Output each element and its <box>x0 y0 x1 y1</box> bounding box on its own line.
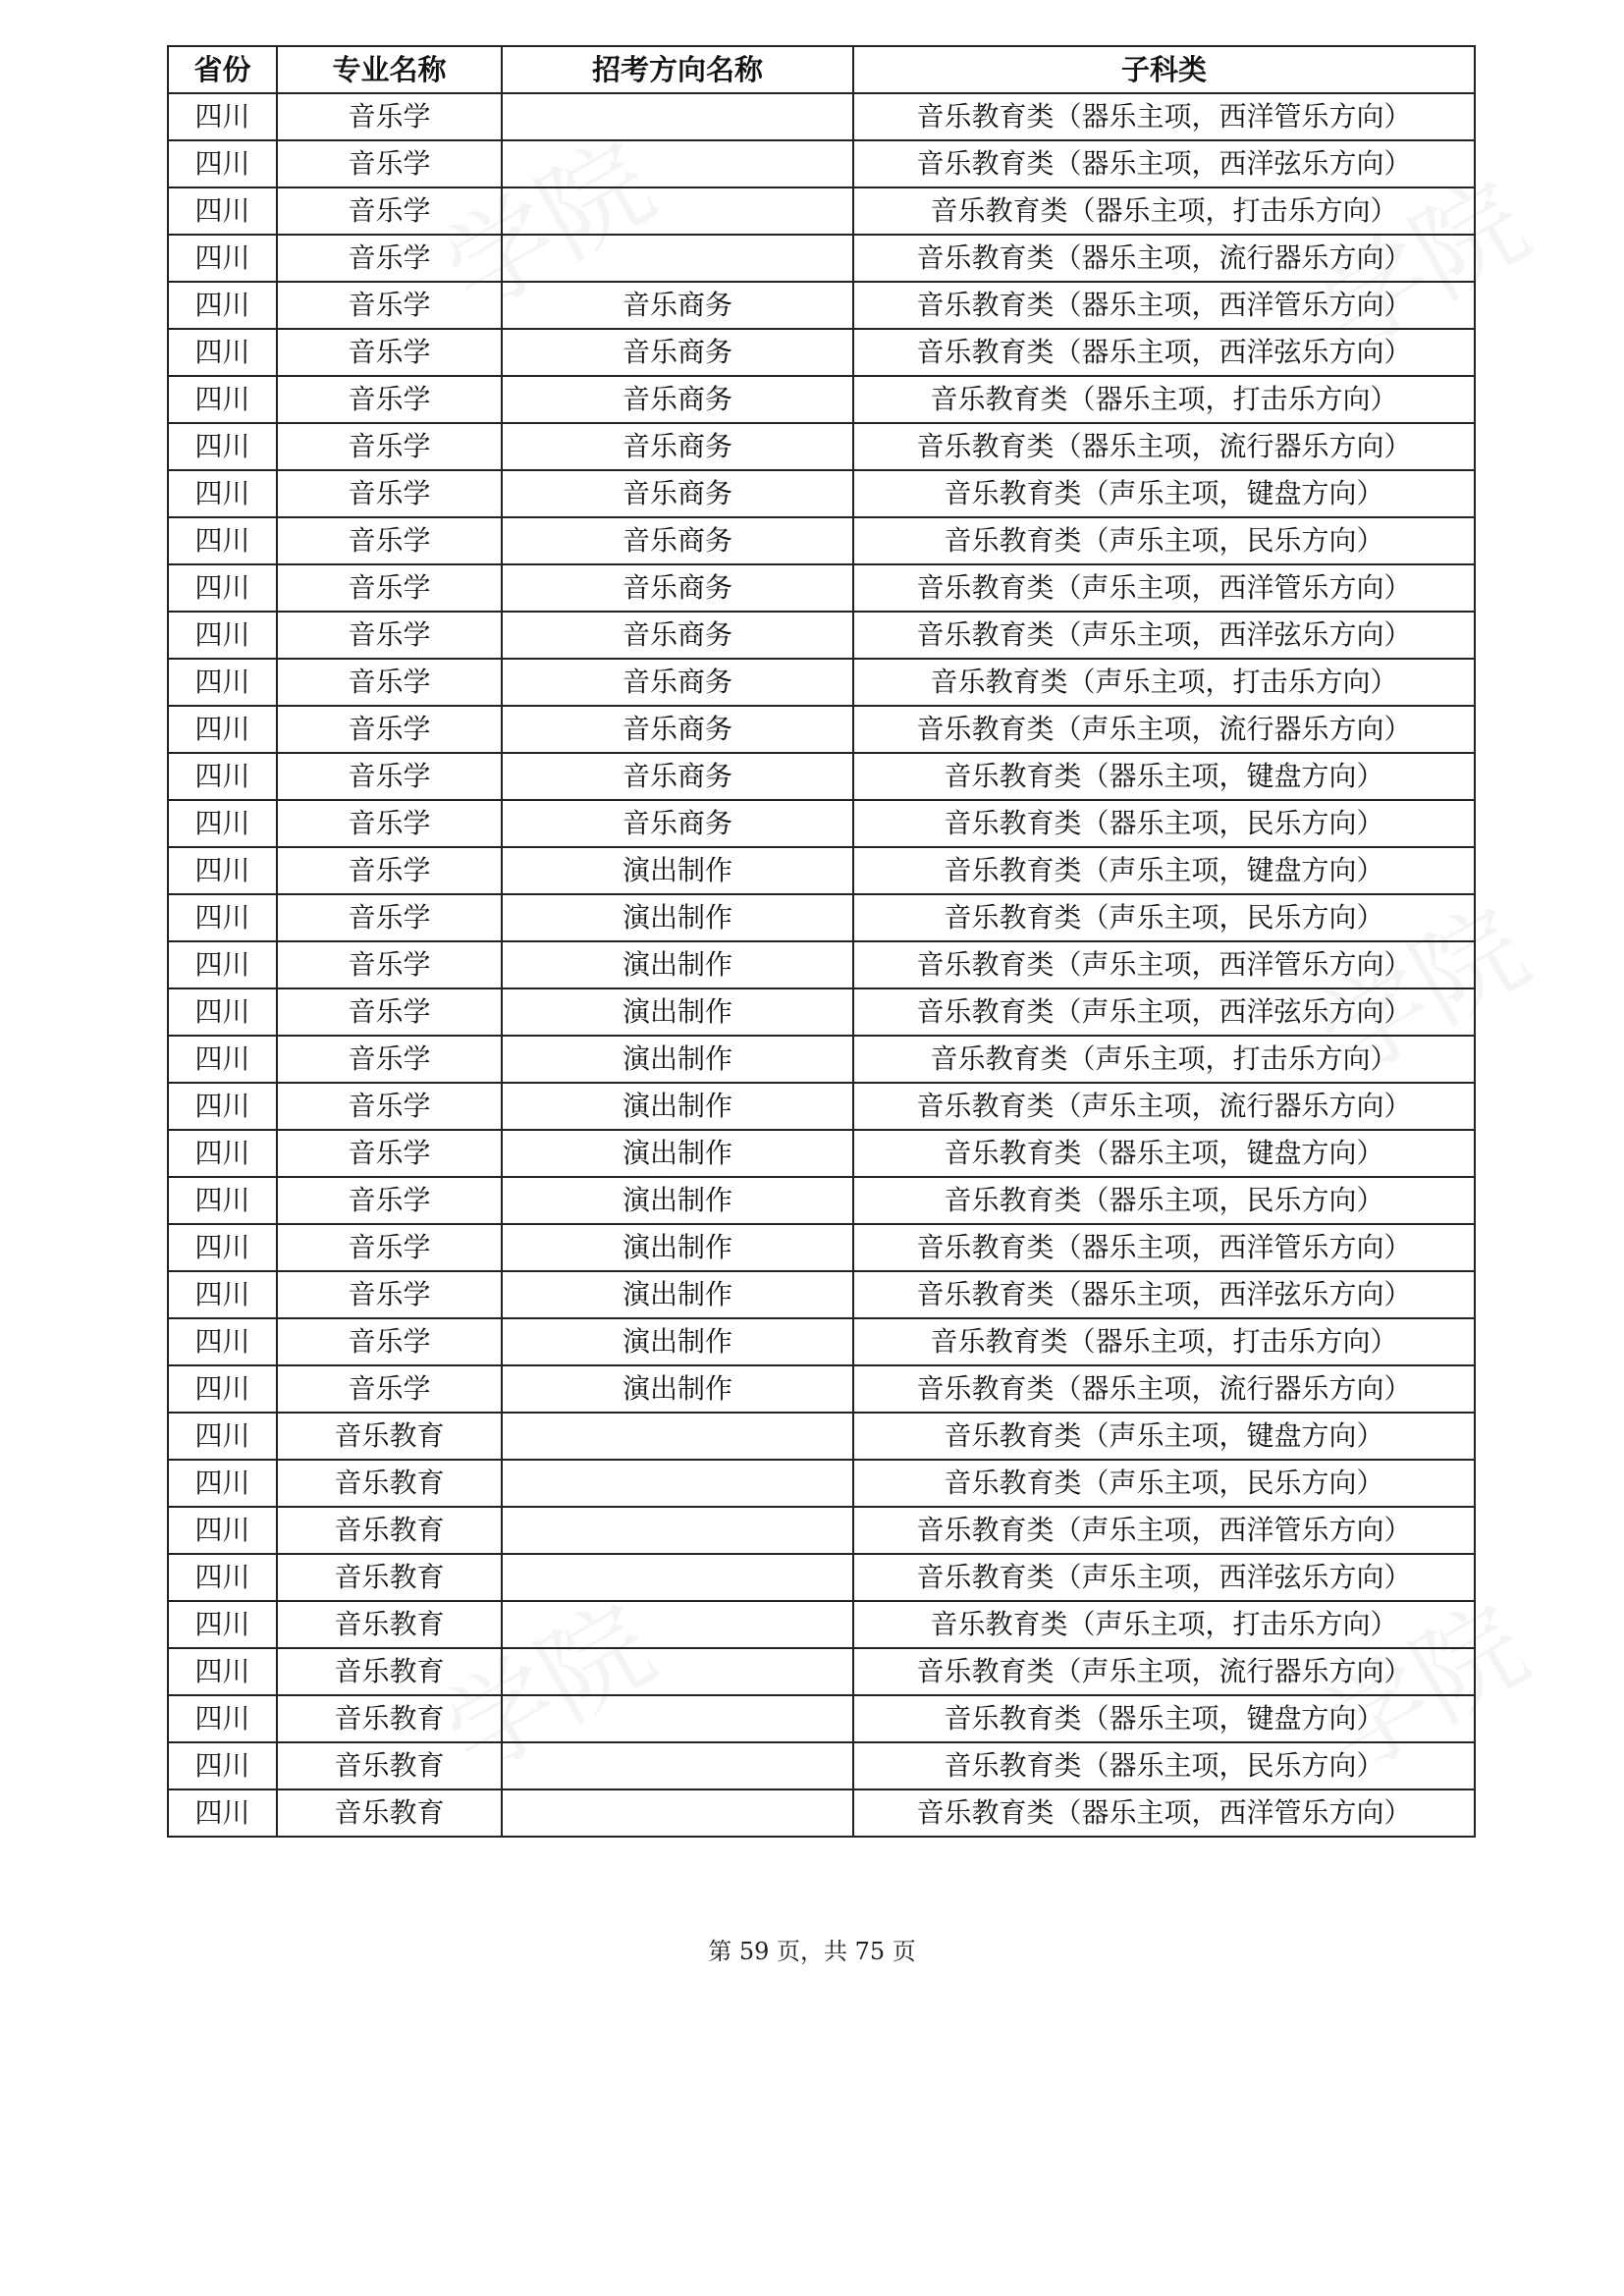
cell-direction <box>502 235 853 282</box>
cell-direction <box>502 1554 853 1601</box>
table-row <box>168 93 1475 140</box>
cell-subcategory: 音乐教育类（声乐主项，流行器乐方向） <box>853 1648 1475 1695</box>
cell-major: 音乐学 <box>277 423 502 470</box>
cell-major: 音乐学 <box>277 706 502 753</box>
cell-major: 音乐教育 <box>277 1413 502 1460</box>
cell-subcategory: 音乐教育类（器乐主项，西洋管乐方向） <box>853 1224 1475 1271</box>
cell-major: 音乐学 <box>277 1177 502 1224</box>
cell-province: 四川 <box>168 706 277 753</box>
cell-direction: 音乐商务 <box>502 659 853 706</box>
cell-direction <box>502 1789 853 1837</box>
table-row <box>168 1742 1475 1789</box>
cell-subcategory: 音乐教育类（器乐主项，键盘方向） <box>853 1130 1475 1177</box>
table-row <box>168 1365 1475 1413</box>
table-row <box>168 706 1475 753</box>
cell-major: 音乐学 <box>277 282 502 329</box>
cell-major: 音乐学 <box>277 564 502 612</box>
cell-subcategory: 音乐教育类（器乐主项，民乐方向） <box>853 1742 1475 1789</box>
table-row <box>168 1695 1475 1742</box>
cell-province: 四川 <box>168 517 277 564</box>
cell-subcategory: 音乐教育类（器乐主项，民乐方向） <box>853 800 1475 847</box>
table-row <box>168 1460 1475 1507</box>
cell-subcategory: 音乐教育类（器乐主项，西洋管乐方向） <box>853 1789 1475 1837</box>
cell-major: 音乐教育 <box>277 1789 502 1837</box>
cell-direction: 演出制作 <box>502 847 853 894</box>
cell-province: 四川 <box>168 988 277 1036</box>
table-row <box>168 140 1475 187</box>
cell-major: 音乐教育 <box>277 1460 502 1507</box>
cell-subcategory: 音乐教育类（声乐主项，西洋弦乐方向） <box>853 612 1475 659</box>
data-table <box>167 45 1476 1838</box>
cell-province: 四川 <box>168 423 277 470</box>
cell-direction <box>502 1648 853 1695</box>
cell-major: 音乐学 <box>277 988 502 1036</box>
table-row <box>168 1648 1475 1695</box>
cell-major: 音乐学 <box>277 1365 502 1413</box>
cell-subcategory: 音乐教育类（器乐主项，西洋弦乐方向） <box>853 1271 1475 1318</box>
table-row <box>168 282 1475 329</box>
table-row <box>168 1177 1475 1224</box>
cell-major: 音乐学 <box>277 612 502 659</box>
table-row <box>168 1601 1475 1648</box>
table-row <box>168 800 1475 847</box>
cell-subcategory: 音乐教育类（声乐主项，打击乐方向） <box>853 1036 1475 1083</box>
cell-province: 四川 <box>168 564 277 612</box>
cell-province: 四川 <box>168 187 277 235</box>
cell-major: 音乐学 <box>277 1318 502 1365</box>
cell-major: 音乐教育 <box>277 1742 502 1789</box>
cell-subcategory: 音乐教育类（声乐主项，打击乐方向） <box>853 1601 1475 1648</box>
cell-subcategory: 音乐教育类（声乐主项，流行器乐方向） <box>853 706 1475 753</box>
table-row <box>168 1036 1475 1083</box>
cell-direction: 演出制作 <box>502 894 853 941</box>
cell-province: 四川 <box>168 282 277 329</box>
cell-major: 音乐学 <box>277 941 502 988</box>
cell-major: 音乐学 <box>277 187 502 235</box>
cell-subcategory: 音乐教育类（声乐主项，流行器乐方向） <box>853 1083 1475 1130</box>
cell-direction: 音乐商务 <box>502 564 853 612</box>
cell-subcategory: 音乐教育类（声乐主项，民乐方向） <box>853 894 1475 941</box>
cell-province: 四川 <box>168 1318 277 1365</box>
cell-province: 四川 <box>168 140 277 187</box>
cell-direction: 演出制作 <box>502 941 853 988</box>
header-province: 省份 <box>168 46 277 93</box>
cell-subcategory: 音乐教育类（声乐主项，键盘方向） <box>853 470 1475 517</box>
table-row <box>168 1271 1475 1318</box>
cell-major: 音乐教育 <box>277 1554 502 1601</box>
table-row <box>168 423 1475 470</box>
cell-direction <box>502 1460 853 1507</box>
cell-subcategory: 音乐教育类（器乐主项，西洋弦乐方向） <box>853 329 1475 376</box>
table-row <box>168 1413 1475 1460</box>
cell-province: 四川 <box>168 1224 277 1271</box>
cell-province: 四川 <box>168 1507 277 1554</box>
cell-direction <box>502 1601 853 1648</box>
table-row <box>168 235 1475 282</box>
cell-major: 音乐学 <box>277 1130 502 1177</box>
cell-direction: 音乐商务 <box>502 282 853 329</box>
table-row <box>168 1083 1475 1130</box>
table-body <box>168 93 1475 1837</box>
cell-subcategory: 音乐教育类（器乐主项，西洋管乐方向） <box>853 282 1475 329</box>
cell-subcategory: 音乐教育类（声乐主项，西洋管乐方向） <box>853 941 1475 988</box>
cell-direction: 演出制作 <box>502 1271 853 1318</box>
cell-major: 音乐学 <box>277 93 502 140</box>
header-subcategory: 子科类 <box>853 46 1475 93</box>
cell-major: 音乐学 <box>277 800 502 847</box>
cell-direction <box>502 1695 853 1742</box>
cell-province: 四川 <box>168 847 277 894</box>
cell-province: 四川 <box>168 1460 277 1507</box>
cell-major: 音乐学 <box>277 894 502 941</box>
cell-major: 音乐学 <box>277 329 502 376</box>
cell-major: 音乐学 <box>277 753 502 800</box>
cell-direction: 演出制作 <box>502 1036 853 1083</box>
cell-major: 音乐学 <box>277 140 502 187</box>
table-row <box>168 329 1475 376</box>
cell-province: 四川 <box>168 1271 277 1318</box>
cell-subcategory: 音乐教育类（声乐主项，民乐方向） <box>853 1460 1475 1507</box>
cell-major: 音乐学 <box>277 1083 502 1130</box>
cell-major: 音乐学 <box>277 659 502 706</box>
table-row <box>168 753 1475 800</box>
table-row <box>168 941 1475 988</box>
cell-province: 四川 <box>168 659 277 706</box>
cell-major: 音乐学 <box>277 376 502 423</box>
cell-direction: 音乐商务 <box>502 470 853 517</box>
cell-major: 音乐教育 <box>277 1601 502 1648</box>
cell-province: 四川 <box>168 1742 277 1789</box>
cell-subcategory: 音乐教育类（器乐主项，打击乐方向） <box>853 1318 1475 1365</box>
cell-major: 音乐学 <box>277 235 502 282</box>
table-row <box>168 517 1475 564</box>
table-row <box>168 659 1475 706</box>
cell-direction <box>502 140 853 187</box>
cell-direction <box>502 93 853 140</box>
cell-subcategory: 音乐教育类（器乐主项，键盘方向） <box>853 1695 1475 1742</box>
cell-province: 四川 <box>168 1554 277 1601</box>
cell-province: 四川 <box>168 1036 277 1083</box>
table-row <box>168 564 1475 612</box>
cell-direction: 音乐商务 <box>502 329 853 376</box>
table-header-row <box>168 46 1475 93</box>
cell-subcategory: 音乐教育类（器乐主项，流行器乐方向） <box>853 235 1475 282</box>
cell-direction <box>502 1413 853 1460</box>
cell-major: 音乐学 <box>277 1036 502 1083</box>
cell-direction: 音乐商务 <box>502 423 853 470</box>
cell-subcategory: 音乐教育类（声乐主项，西洋弦乐方向） <box>853 988 1475 1036</box>
cell-subcategory: 音乐教育类（器乐主项，流行器乐方向） <box>853 423 1475 470</box>
cell-direction <box>502 1742 853 1789</box>
cell-province: 四川 <box>168 1177 277 1224</box>
cell-direction: 演出制作 <box>502 1130 853 1177</box>
cell-direction: 音乐商务 <box>502 376 853 423</box>
header-direction: 招考方向名称 <box>502 46 853 93</box>
table-row <box>168 187 1475 235</box>
cell-direction: 音乐商务 <box>502 753 853 800</box>
cell-province: 四川 <box>168 894 277 941</box>
cell-subcategory: 音乐教育类（器乐主项，民乐方向） <box>853 1177 1475 1224</box>
cell-direction <box>502 187 853 235</box>
cell-direction: 演出制作 <box>502 1318 853 1365</box>
cell-subcategory: 音乐教育类（声乐主项，键盘方向） <box>853 847 1475 894</box>
cell-direction: 演出制作 <box>502 988 853 1036</box>
cell-major: 音乐教育 <box>277 1695 502 1742</box>
cell-subcategory: 音乐教育类（声乐主项，西洋弦乐方向） <box>853 1554 1475 1601</box>
cell-direction: 音乐商务 <box>502 612 853 659</box>
cell-major: 音乐学 <box>277 1224 502 1271</box>
table-row <box>168 1507 1475 1554</box>
cell-province: 四川 <box>168 941 277 988</box>
cell-province: 四川 <box>168 1648 277 1695</box>
cell-subcategory: 音乐教育类（声乐主项，打击乐方向） <box>853 659 1475 706</box>
cell-subcategory: 音乐教育类（器乐主项，键盘方向） <box>853 753 1475 800</box>
table-row <box>168 1224 1475 1271</box>
header-major: 专业名称 <box>277 46 502 93</box>
cell-subcategory: 音乐教育类（器乐主项，打击乐方向） <box>853 376 1475 423</box>
cell-subcategory: 音乐教育类（声乐主项，西洋管乐方向） <box>853 564 1475 612</box>
cell-subcategory: 音乐教育类（器乐主项，西洋弦乐方向） <box>853 140 1475 187</box>
page-number: 第 59 页，共 75 页 <box>708 1938 916 1965</box>
table-row <box>168 1554 1475 1601</box>
cell-province: 四川 <box>168 376 277 423</box>
cell-subcategory: 音乐教育类（声乐主项，键盘方向） <box>853 1413 1475 1460</box>
cell-direction: 演出制作 <box>502 1083 853 1130</box>
table-row <box>168 470 1475 517</box>
cell-province: 四川 <box>168 470 277 517</box>
cell-major: 音乐学 <box>277 517 502 564</box>
cell-subcategory: 音乐教育类（器乐主项，西洋管乐方向） <box>853 93 1475 140</box>
cell-major: 音乐教育 <box>277 1648 502 1695</box>
cell-major: 音乐学 <box>277 1271 502 1318</box>
cell-province: 四川 <box>168 1130 277 1177</box>
table-row <box>168 612 1475 659</box>
cell-direction <box>502 1507 853 1554</box>
cell-major: 音乐教育 <box>277 1507 502 1554</box>
cell-province: 四川 <box>168 753 277 800</box>
cell-province: 四川 <box>168 1365 277 1413</box>
cell-province: 四川 <box>168 612 277 659</box>
cell-direction: 演出制作 <box>502 1365 853 1413</box>
cell-subcategory: 音乐教育类（器乐主项，打击乐方向） <box>853 187 1475 235</box>
cell-province: 四川 <box>168 329 277 376</box>
cell-direction: 音乐商务 <box>502 800 853 847</box>
cell-province: 四川 <box>168 1083 277 1130</box>
cell-province: 四川 <box>168 93 277 140</box>
cell-subcategory: 音乐教育类（声乐主项，民乐方向） <box>853 517 1475 564</box>
cell-province: 四川 <box>168 1413 277 1460</box>
table-row <box>168 1318 1475 1365</box>
cell-province: 四川 <box>168 235 277 282</box>
table-row <box>168 894 1475 941</box>
table-row <box>168 847 1475 894</box>
cell-major: 音乐学 <box>277 847 502 894</box>
cell-direction: 演出制作 <box>502 1224 853 1271</box>
cell-direction: 音乐商务 <box>502 706 853 753</box>
cell-major: 音乐学 <box>277 470 502 517</box>
table-row <box>168 1789 1475 1837</box>
table-row <box>168 988 1475 1036</box>
cell-subcategory: 音乐教育类（声乐主项，西洋管乐方向） <box>853 1507 1475 1554</box>
table-row <box>168 376 1475 423</box>
cell-direction: 演出制作 <box>502 1177 853 1224</box>
cell-province: 四川 <box>168 1789 277 1837</box>
table-row <box>168 1130 1475 1177</box>
cell-province: 四川 <box>168 800 277 847</box>
cell-province: 四川 <box>168 1601 277 1648</box>
cell-direction: 音乐商务 <box>502 517 853 564</box>
cell-subcategory: 音乐教育类（器乐主项，流行器乐方向） <box>853 1365 1475 1413</box>
cell-province: 四川 <box>168 1695 277 1742</box>
